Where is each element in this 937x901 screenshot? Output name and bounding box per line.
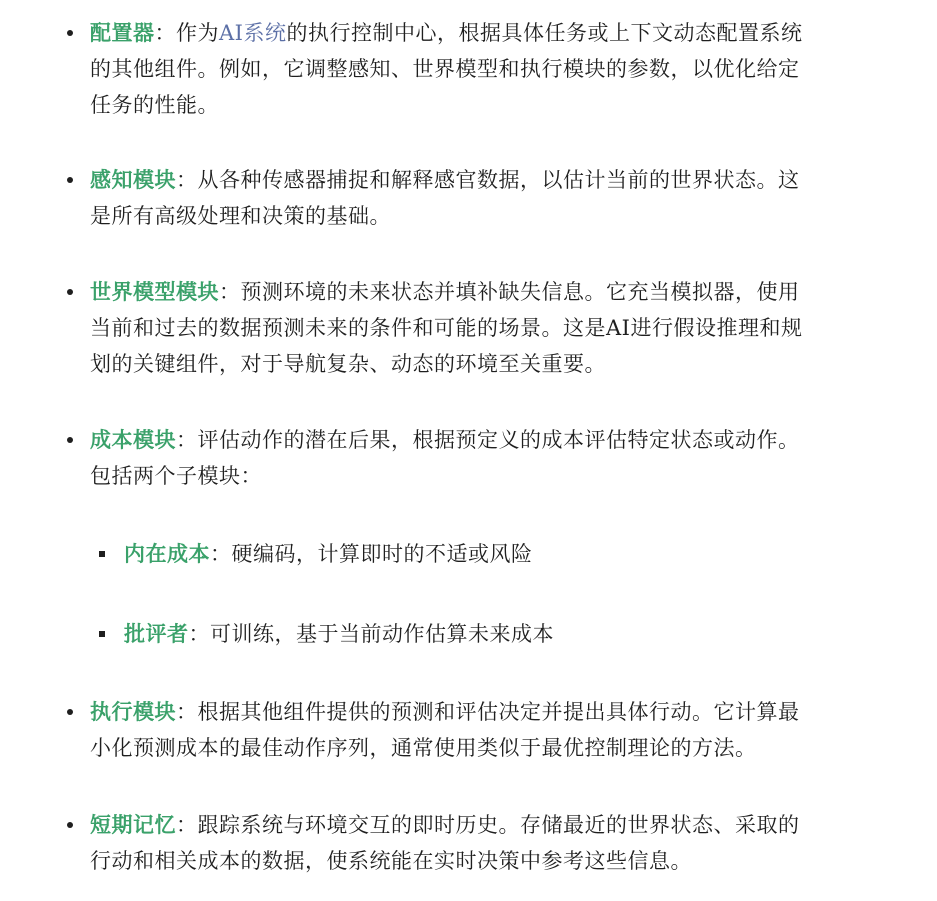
list-item-actor: 执行模块：根据其他组件提供的预测和评估决定并提出具体行动。它计算最小化预测成本的最佳动作序列，通常使用类似于最优控制理论的方法。 <box>90 694 820 766</box>
square-bullet <box>99 631 105 637</box>
item-text: 跟踪系统与环境交互的即时历史。存储最近的世界状态、采取的行动和相关成本的数据，使系统能在实时决策中参考这些信息。 <box>90 813 800 873</box>
term-short-term-memory: 短期记忆 <box>90 812 176 837</box>
bullet-dot <box>67 30 73 36</box>
list-item-configurator: 配置器：作为AI系统的执行控制中心，根据具体任务或上下文动态配置系统的其他组件。例如，它调整感知、世界模型和执行模块的参数，以优化给定任务的性能。 <box>90 15 820 123</box>
bullet-dot <box>67 437 73 443</box>
list-item-world-model: 世界模型模块：预测环境的未来状态并填补缺失信息。它充当模拟器，使用当前和过去的数据预测未来的条件和可能的场景。这是AI进行假设推理和规划的关键组件，对于导航复杂、动态的环境至关重要。 <box>90 274 820 382</box>
list-item-cost: 成本模块：评估动作的潜在后果，根据预定义的成本评估特定状态或动作。包括两个子模块： <box>90 422 820 494</box>
term-configurator: 配置器 <box>90 20 155 45</box>
bullet-dot <box>67 177 73 183</box>
item-text: 评估动作的潜在后果，根据预定义的成本评估特定状态或动作。包括两个子模块： <box>90 428 800 488</box>
item-text: 预测环境的未来状态并填补缺失信息。它充当模拟器，使用当前和过去的数据预测未来的条件和可能的场景。这是AI进行假设推理和规划的关键组件，对于导航复杂、动态的环境至关重要。 <box>90 280 803 376</box>
list-item-perception: 感知模块：从各种传感器捕捉和解释感官数据，以估计当前的世界状态。这是所有高级处理和决策的基础。 <box>90 162 820 234</box>
term-intrinsic-cost: 内在成本 <box>124 541 210 566</box>
item-text: 的执行控制中心，根据具体任务或上下文动态配置系统的其他组件。例如，它调整感知、世界模型和执行模块的参数，以优化给定任务的性能。 <box>90 21 803 117</box>
item-text: 可训练，基于当前动作估算未来成本 <box>210 622 554 646</box>
list-item-short-term-memory: 短期记忆：跟踪系统与环境交互的即时历史。存储最近的世界状态、采取的行动和相关成本的数据，使系统能在实时决策中参考这些信息。 <box>90 807 820 879</box>
term-world-model: 世界模型模块 <box>90 279 219 304</box>
term-actor: 执行模块 <box>90 699 176 724</box>
sub-item-intrinsic-cost: 内在成本：硬编码，计算即时的不适或风险 <box>124 536 824 572</box>
bullet-dot <box>67 709 73 715</box>
term-critic: 批评者 <box>124 621 189 646</box>
item-text: 根据其他组件提供的预测和评估决定并提出具体行动。它计算最小化预测成本的最佳动作序列，通常使用类似于最优控制理论的方法。 <box>90 700 800 760</box>
bullet-dot <box>67 289 73 295</box>
item-text: 从各种传感器捕捉和解释感官数据，以估计当前的世界状态。这是所有高级处理和决策的基础。 <box>90 168 800 228</box>
sub-item-critic: 批评者：可训练，基于当前动作估算未来成本 <box>124 616 824 652</box>
ai-system-link[interactable]: AI系统 <box>219 21 287 45</box>
square-bullet <box>99 551 105 557</box>
bullet-dot <box>67 822 73 828</box>
term-perception: 感知模块 <box>90 167 176 192</box>
item-text: 硬编码，计算即时的不适或风险 <box>231 542 533 566</box>
term-cost: 成本模块 <box>90 427 176 452</box>
